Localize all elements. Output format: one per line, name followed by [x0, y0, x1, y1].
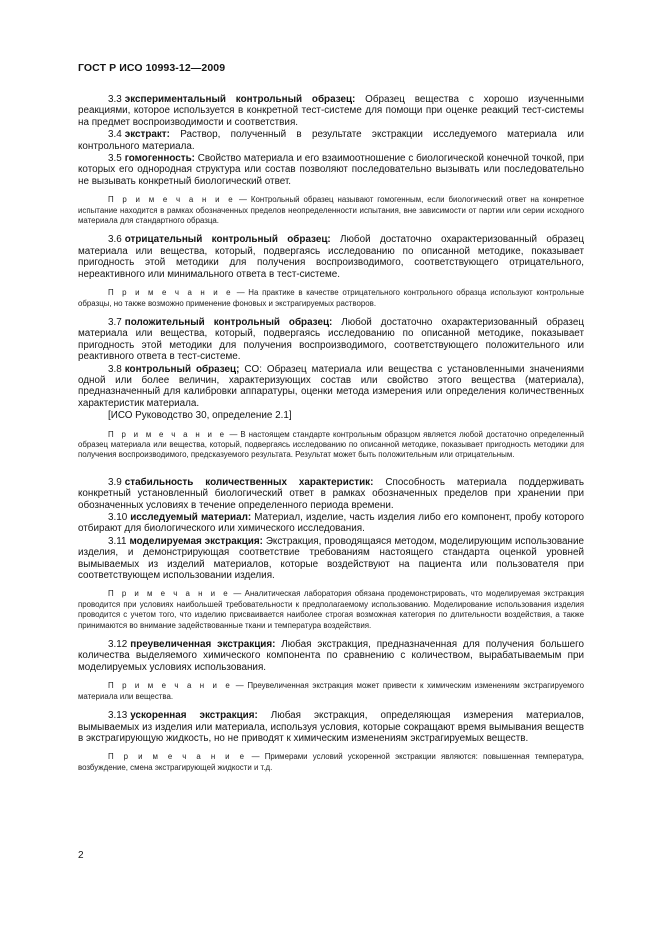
note-label: П р и м е ч а н и е [108, 752, 247, 762]
clause-number: 3.3 [108, 94, 122, 105]
clause-number: 3.11 [108, 535, 127, 547]
definition-text: Любая экстракция, предназначенная для получения большего количества выделяемого химического компонента по сравнению с количеством, вырабатываемым при моделируемых условиях использования. [78, 639, 584, 673]
note-text: — Аналитическая лаборатория обязана продемонстрировать, что моделируемая экстракция проводится при условиях наибольшей требовательности к предполагаемому использованию. Моделирование использования изделия проводится с учетом того, что изделию присваивается наиболее строгая возможная категория по длительности воздействия, а также принимаются во внимание задействованные ткани и температура воздействия. [78, 589, 585, 630]
definition-text: Раствор, полученный в результате экстракции исследуемого материала или контрольного материала. [78, 129, 584, 152]
term: исследуемый материал: [130, 512, 252, 523]
clause-number: 3.9 [108, 476, 122, 488]
reference-citation: [ИСО Руководство 30, определение 2.1] [108, 410, 292, 422]
definition-text: Любой достаточно охарактеризованный образец материала или вещества, который, подвергаясь исследованию по описанной методике, показывает пригодность этой методики для получения воспроизводимого, соответствующего отрицательного, нереактивного или минимального ответа в тест-системе. [78, 234, 584, 280]
document-header: ГОСТ Р ИСО 10993-12—2009 [78, 62, 226, 74]
definition-3-5 [78, 153, 584, 187]
term: стабильность количественных характеристик: [124, 476, 374, 488]
document-body [78, 94, 584, 781]
clause-number: 3.12 [108, 639, 128, 651]
note-text: — На практике в качестве отрицательного контрольного образца используют контрольные образцы, но также возможно применение фоновых и экстрагируемых растворов. [78, 288, 585, 308]
term: контрольный образец; [124, 363, 240, 375]
note-label: П р и м е ч а н и е [108, 288, 233, 298]
term: гомогенность: [124, 153, 195, 165]
definition-3-12 [78, 639, 584, 673]
definition-3-10 [78, 512, 584, 535]
clause-number: 3.10 [108, 512, 128, 523]
definition-text: Свойство материала и его взаимоотношение с биологической конечной точкой, при которых его однородная структура или состав позволяют последовательно вызывать или последовательно не вызывать конкретный биологический ответ. [78, 153, 584, 187]
note-label: П р и м е ч а н и е [108, 681, 233, 691]
definition-3-13 [78, 710, 584, 744]
note-3-13 [78, 752, 584, 773]
note-text: — В настоящем стандарте контрольным образцом является любой достаточно определенный образец материала или вещества, который, подвергаясь исследованию по описанной методике, показывает пригодность методики для получения воспроизводимого, предсказуемого результата. Результат может быть положительным или отрицательным. [78, 429, 585, 460]
note-3-5 [78, 195, 584, 226]
term: преувеличенная экстракция: [130, 639, 276, 651]
definition-text: Материал, изделие, часть изделия либо его компонент, пробу которого отбирают для биологического или химического исследования. [78, 512, 584, 535]
definition-3-9 [78, 477, 584, 511]
term: ускоренная экстракция: [130, 710, 258, 722]
note-text: — Контрольный образец называют гомогенным, если биологический ответ на конкретное испытание находится в рамках обозначенных пределов неопределенности испытания, вне зависимости от партии или серии исходного материала для стандартного образца. [78, 195, 585, 226]
term: отрицательный контрольный образец: [124, 234, 331, 246]
clause-number: 3.8 [108, 363, 122, 375]
definition-text: Образец вещества с хорошо изученными реакциями, которое используется в конкретной тест-системе для помощи при оценке реакций тест-системы на предмет воспроизводимости и соответствия. [78, 94, 585, 128]
term: экстракт: [124, 129, 170, 141]
definition-text: Способность материала поддерживать конкретный установленный биологический ответ в рамках обозначенных пределов при хранении при обозначенных условиях в течение определенного периода времени. [78, 476, 584, 511]
definition-text: Любой достаточно охарактеризованный образец материала или вещества, который, подвергаясь исследованию по описанной методике, показывает пригодность этой методики для получения воспроизводимого, соответствующего положительного или реактивного ответа в тест-системе. [78, 316, 584, 363]
term: положительный контрольный образец: [124, 316, 333, 328]
definition-text: Экстракция, проводящаяся методом, моделирующим использование изделия, и демонстрирующая соответствие требованиям настоящего стандарта оценкой уровней вымываемых из изделий материалов, которые воздействуют на пациента или пользователя при соответствующем использовании изделия. [78, 535, 584, 582]
term: экспериментальный контрольный образец: [124, 94, 356, 105]
note-3-8 [78, 430, 584, 461]
definition-3-6 [78, 234, 584, 280]
note-3-12 [78, 681, 584, 702]
note-text: — Примерами условий ускоренной экстракции являются: повышенная температура, возбуждение, смена экстрагирующей жидкости и т.д. [78, 752, 585, 772]
definition-3-4 [78, 129, 584, 152]
clause-number: 3.4 [108, 129, 122, 141]
clause-number: 3.7 [108, 316, 122, 328]
page-number: 2 [78, 850, 84, 861]
clause-number: 3.6 [108, 234, 122, 246]
note-3-6 [78, 288, 584, 309]
note-label: П р и м е ч а н и е [108, 589, 231, 599]
definition-text: Любая экстракция, определяющая измерения материалов, вымываемых из изделия или материала, используя условия, которые сокращают время вымывания веществ в экстрагирующую жидкость, но не приводят к химическим изменениям экстрагируемых веществ. [78, 710, 584, 744]
section-gap [78, 469, 584, 477]
note-label: П р и м е ч а н и е [108, 195, 236, 205]
definition-3-8 [78, 364, 584, 410]
note-label: П р и м е ч а н и е [108, 429, 227, 439]
note-3-11 [78, 589, 584, 631]
definition-3-7 [78, 317, 584, 363]
definition-3-11 [78, 536, 584, 582]
clause-number: 3.13 [108, 710, 128, 722]
definition-3-3 [78, 94, 584, 128]
definition-text: CO: Образец материала или вещества с установленными значениями одной или более величин, характеризующих состав или свойство этого вещества (материала), предназначенный для калибровки аппаратуры, оценки метода измерения или определения количественных характеристик материала. [78, 363, 584, 409]
note-text: — Преувеличенная экстракция может привести к химическим изменениям экстрагируемого материала или вещества. [78, 681, 584, 701]
term: моделируемая экстракция: [129, 535, 263, 547]
clause-number: 3.5 [108, 153, 122, 165]
